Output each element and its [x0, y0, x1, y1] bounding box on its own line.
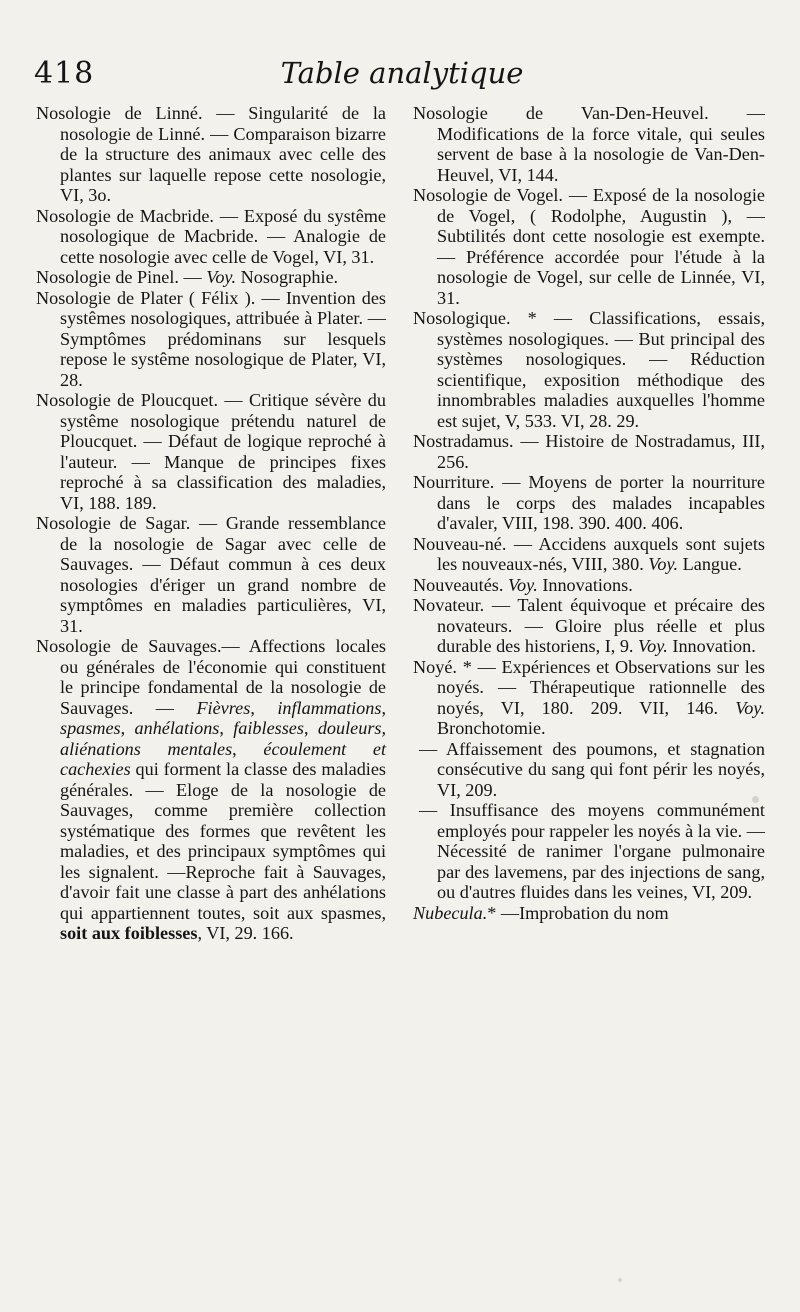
entry-text: , — [381, 697, 391, 718]
entry-text: Nosologie de Van-Den-Heuvel. — Modifications de la force vitale, qui seules servent de base à la nosologie de Van-Den-Heuvel, VI, 144. — [413, 103, 770, 185]
index-entry — [413, 103, 770, 185]
right-column — [413, 103, 770, 923]
entry-text: Nourriture. — Moyens de porter la nourriture dans le corps des malades incapables d'avaler, VIII, 198. 390. 400. 406. — [413, 472, 770, 533]
index-entry — [413, 575, 765, 596]
index-entry — [413, 431, 770, 472]
entry-text: Nosologie de Sauvages.— Affections locales ou générales de l'économie qui constituent le principe fondamental de la nosologie de Sauvages. — — [36, 636, 391, 718]
entry-text: * —Improbation du nom — [487, 902, 669, 923]
index-entry — [413, 308, 770, 431]
index-entry — [36, 287, 391, 391]
entry-text: Nosologie de Pinel. — — [36, 267, 207, 287]
entry-text: spasmes — [60, 718, 121, 738]
index-entry — [413, 533, 770, 575]
index-entry — [36, 636, 391, 944]
entry-text: Nosologie de Plater ( Félix ). — Invention des systêmes nosologiques, attribuée à Plater. — Symptômes prédominans sur lesquels repose le systême nosologique de Plater, VI, 28. — [36, 287, 391, 390]
entry-text: Langue. — [678, 554, 742, 574]
entry-text: Nosographie. — [236, 267, 339, 287]
entry-text: — Affaissement des poumons, et stagnation consécutive du sang qui font périr les noyés, VI, 209. — [419, 738, 770, 800]
left-column — [36, 103, 391, 944]
entry-text: faiblesses — [233, 718, 304, 738]
entry-text: Nosologie de Linné. — Singularité de la nosologie de Linné. — Comparaison bizarre de la structure des animaux avec celle des plantes sur laquelle repose cette nosologie, VI, 3o. — [36, 103, 391, 205]
entry-text: , — [250, 697, 278, 718]
index-entry — [36, 390, 391, 513]
entry-text: — Insuffisance des moyens communément employés pour rappeler les noyés à la vie. — Nécessité de ranimer l'organe pulmonaire par des lavemens, par des injections de sang, ou d'autres fluides dans les veines, VI, 209. — [419, 800, 770, 902]
entry-text: Nosologique. * — Classifications, essais, systèmes nosologiques. — But principal des systèmes nosologiques. — Réduction scientifique, exposition méthodique des innombrables maladies auxquelles l'homme est sujet, V, 533. VI, 28. 29. — [413, 308, 770, 431]
entry-text: soit aux foiblesses — [60, 923, 198, 943]
index-subentry — [413, 738, 770, 801]
index-entry — [36, 267, 386, 288]
page-number: 418 — [34, 56, 95, 91]
entry-text: anhélations — [134, 718, 220, 738]
entry-text: , VI, 29. 166. — [197, 923, 294, 943]
entry-text: Voy. — [735, 697, 765, 718]
entry-text: Novateur. — Talent équivoque et précaire des novateurs. — Gloire plus réelle et plus durable des historiens, I, 9. — [413, 595, 770, 656]
page-header — [34, 56, 770, 100]
index-subentry — [413, 800, 770, 903]
entry-text: qui forment la classe des maladies générales. — Eloge de la nosologie de Sauvages, comme première collection systématique des formes que revêtent les maladies, et des principaux symptômes qui les signalent. —Reproche fait à Sauvages, d'avoir fait une classe à part des anhélations qui appartiennent toutes, soit aux spasmes, — [60, 759, 391, 923]
index-entry — [413, 903, 765, 924]
entry-text: Nosologie de Macbride. — Exposé du systême nosologique de Macbride. — Analogie de cette nosologie avec celle de Vogel, VI, 31. — [36, 205, 391, 267]
index-entry — [36, 513, 391, 636]
entry-text: Voy. — [648, 554, 679, 574]
entry-text: Nouveau-né. — Accidens auxquels sont sujets les nouveaux-nés, VIII, 380. — [413, 533, 770, 574]
entry-text: Innovations. — [537, 574, 633, 595]
index-entry — [36, 205, 391, 268]
entry-text: , — [232, 738, 264, 759]
index-entry — [413, 185, 770, 308]
index-entry — [413, 656, 770, 739]
entry-text: Nouveautés. — [413, 574, 508, 595]
entry-text: , — [381, 718, 391, 738]
entry-text: Innovation. — [667, 636, 756, 656]
entry-text: Noyé. * — Expériences et Observations sur les noyés. — Thérapeutique rationnelle des noyés, VI, 180. 209. VII, 146. — [413, 656, 770, 718]
entry-text: Nosologie de Sagar. — Grande ressemblance de la nosologie de Sagar avec celle de Sauvages. — Défaut commun à ces deux nosologies d'ériger un grand nombre de symptômes en maladies particulières, VI, 31. — [36, 513, 391, 636]
entry-text: Nostradamus. — Histoire de Nostradamus, III, 256. — [413, 431, 770, 472]
entry-text: aliénations mentales — [60, 738, 233, 759]
entry-text: Nubecula. — [413, 902, 488, 923]
paper-speck — [618, 1278, 622, 1282]
entry-text: , — [120, 718, 135, 738]
entry-text: Voy. — [206, 267, 237, 287]
entry-text: écoulement et cachexies — [60, 738, 391, 779]
entry-text: douleurs — [317, 718, 382, 738]
entry-text: Fièvres — [196, 697, 251, 718]
entry-text: inflammations — [277, 697, 382, 718]
index-entry — [36, 103, 391, 206]
entry-text: Bronchotomie. — [437, 697, 770, 738]
entry-text: , — [303, 718, 318, 738]
entry-text: Nosologie de Vogel. — Exposé de la nosologie de Vogel, ( Rodolphe, Augustin ), — Subtilités dont cette nosologie est exempte. — Préférence accordée pour l'étude à la nosologie de Vogel, sur celle de Linnée, VI, 31. — [413, 185, 770, 308]
entry-text: , — [219, 718, 234, 738]
entry-text: Voy. — [638, 636, 668, 656]
running-title: Table analytique — [280, 56, 524, 90]
entry-text: Voy. — [507, 574, 538, 595]
entry-text: Nosologie de Ploucquet. — Critique sévère du systême nosologique prétendu naturel de Ploucquet. — Défaut de logique reproché à l'auteur. — Manque de principes fixes reproché à sa classification des maladies, VI, 188. 189. — [36, 390, 391, 513]
index-entry — [413, 472, 770, 534]
index-entry — [413, 595, 770, 657]
